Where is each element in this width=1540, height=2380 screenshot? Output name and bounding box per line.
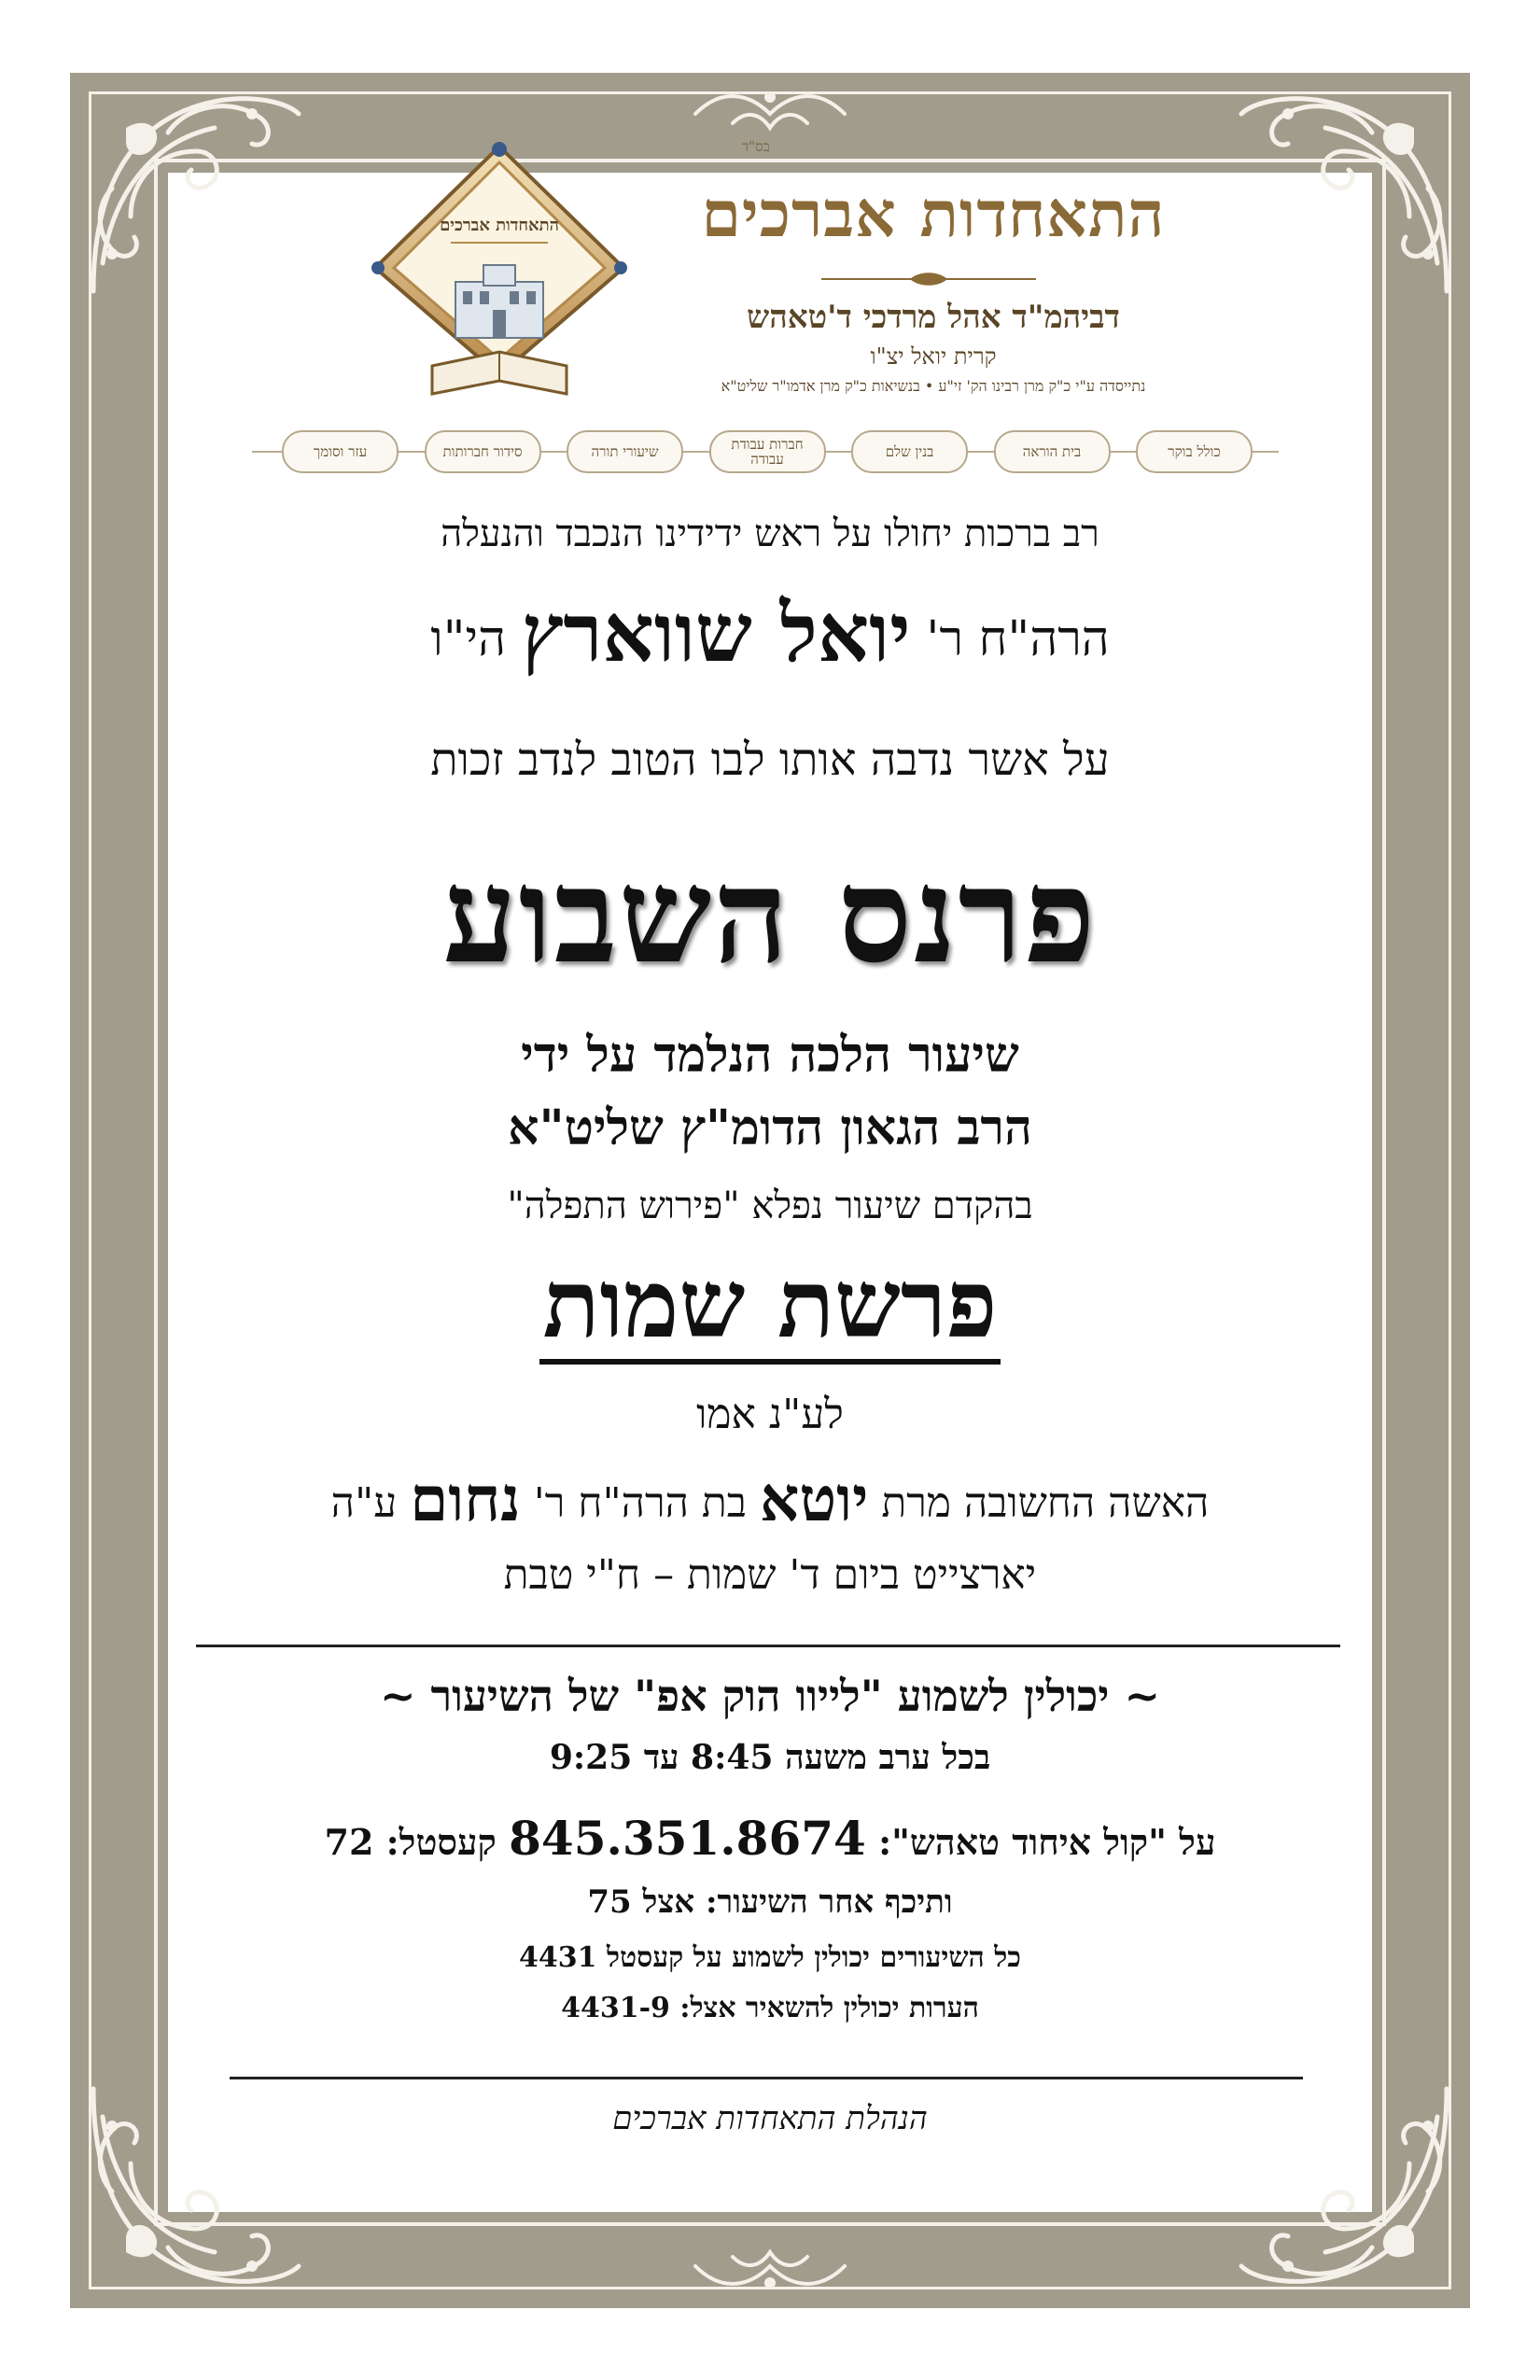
after-shiur-line: ותיכף אחר השיעור: אצל 75 <box>587 1883 953 1921</box>
blessing-line: רב ברכות יחולו על ראש ידידינו הנכבד והנעלה <box>441 512 1099 555</box>
honoree-name: יואל שווארץ <box>521 586 911 680</box>
memorial-intro: לע"נ אמו <box>696 1391 844 1438</box>
nav-item-chevras-avodas[interactable]: חברות עבודת עבודה <box>709 430 826 473</box>
nav-item-seder-chavrusos[interactable]: סידור חברותות <box>425 430 541 473</box>
parsha-name: פרשת שמות <box>539 1249 1001 1365</box>
memorial-prefix: האשה החשובה מרת <box>881 1479 1210 1527</box>
memorial-mid: בת הרה"ח ר' <box>533 1479 747 1527</box>
memorial-line <box>168 1463 1372 1536</box>
memorial-father: נחום <box>410 1463 521 1535</box>
preceded-line: בהקדם שיעור נפלא "פירוש התפלה" <box>507 1184 1033 1227</box>
yahrzeit-line: יארצייט ביום ד' שמות – ח"י טבת <box>503 1551 1037 1599</box>
phone-line <box>168 1811 1372 1866</box>
phone-prefix: על "קול איחוד טאהש": <box>878 1821 1216 1863</box>
org-title: התאחדות אברכים <box>701 177 1166 252</box>
corner-flourish-top-left <box>75 77 308 310</box>
nav-item-beis-horaah[interactable]: בית הוראה <box>994 430 1111 473</box>
nav-item-binyan-shalem[interactable]: בנין שלם <box>851 430 968 473</box>
corner-flourish-top-right <box>1232 77 1465 310</box>
logo-title: התאחדות אברכים <box>440 216 559 235</box>
divider-rule-top <box>196 1645 1340 1647</box>
nav-item-kollel-boker[interactable]: כולל בוקר <box>1136 430 1253 473</box>
program-nav <box>282 430 1253 475</box>
divider-rule-bottom <box>230 2077 1303 2079</box>
memorial-suffix: ע"ה <box>330 1479 398 1527</box>
main-title: פרנס השבוע <box>442 840 1098 993</box>
bottom-center-flourish <box>677 2238 863 2303</box>
title-divider-ornament <box>821 271 1036 287</box>
org-logo-emblem <box>367 142 632 413</box>
shiur-line-1: שיעור הלכה הנלמד על ידי <box>521 1027 1019 1084</box>
signature: הנהלת התאחדות אברכים <box>612 2100 928 2137</box>
parsha-heading <box>168 1249 1372 1359</box>
honoree-line <box>168 586 1372 680</box>
top-center-flourish <box>677 77 863 142</box>
comments-line: הערות יכולין להשאיר אצל: 4431-9 <box>561 1992 979 2024</box>
org-founding-note: נתייסדה ע"י כ"ק מרן רבינו הק' זי"ע • בנשיאות כ"ק מרן אדמו"ר שליט"א <box>721 377 1146 395</box>
phone-number: 845.351.8674 <box>509 1811 866 1866</box>
all-shiurim-line: כל השיעורים יכולין לשמוע על קעסטל 4431 <box>519 1941 1021 1974</box>
live-hookup-line: ~ יכולין לשמוע "לייוו הוק אפ" של השיעור ~ <box>379 1671 1161 1721</box>
org-location: קרית יואל יצ"ו <box>870 343 997 370</box>
nav-item-shiurei-torah[interactable]: שיעורי תורה <box>567 430 683 473</box>
honoree-prefix: הרה"ח ר' <box>926 611 1110 667</box>
donation-line: על אשר נדבה אותו לבו הטוב לנדב זכות <box>430 734 1110 786</box>
phone-extension: קעסטל: 72 <box>324 1821 497 1863</box>
bsd-mark: בס"ד <box>742 138 770 155</box>
org-subtitle: דביהמ"ד אהל מרדכי ד'טאהש <box>747 299 1120 336</box>
memorial-name: יוטא <box>759 1463 869 1535</box>
honoree-suffix: הי"ו <box>430 611 507 667</box>
nav-item-ezer-vesomech[interactable]: עזר וסומך <box>282 430 399 473</box>
shiur-line-2: הרב הגאון הדומ"ץ שליט"א <box>508 1099 1032 1156</box>
time-line: בכל ערב משעה 8:45 עד 9:25 <box>549 1738 991 1777</box>
